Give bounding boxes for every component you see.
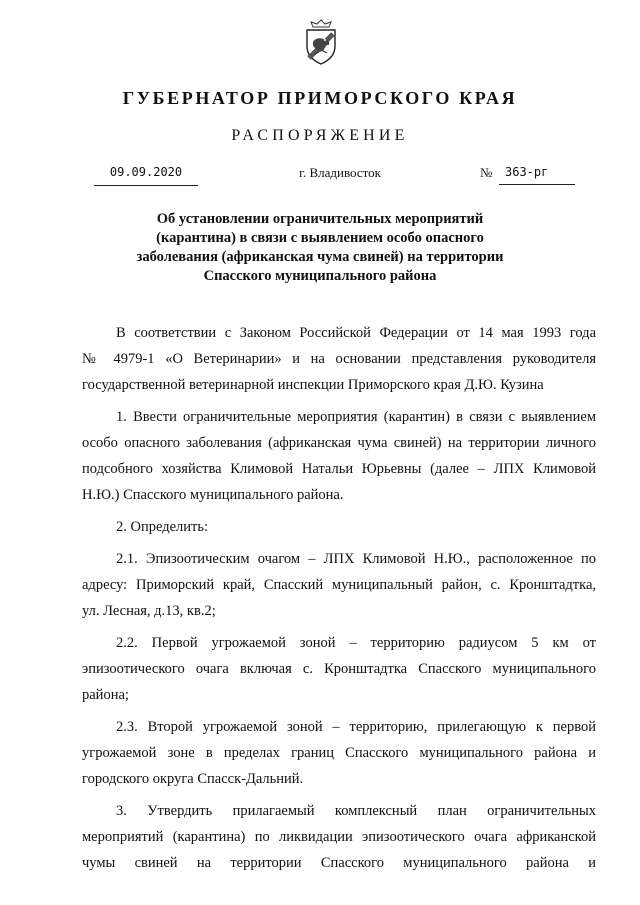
paragraph-item-1 [82, 404, 596, 508]
paragraph-item-2-2 [82, 630, 596, 708]
subject-line: заболевания (африканская чума свиней) на территории [136, 249, 504, 265]
document-body [82, 320, 596, 876]
subject-line: Об установлении ограничительных мероприятий [156, 211, 484, 227]
paragraph-preamble [82, 320, 596, 398]
text-line: подсобного хозяйства Климовой Натальи Юрьевны (далее – ЛПХ Климовой [82, 461, 596, 477]
text-line: 3. Утвердить прилагаемый комплексный план ограничительных [116, 803, 596, 819]
text-line: особо опасного заболевания (африканская чума свиней) на территории личного [82, 435, 596, 451]
text-line: В соответствии с Законом Российской Федерации от 14 мая 1993 года [116, 325, 596, 341]
document-number: 363-рг [499, 165, 575, 185]
text-line: 2.3. Второй угрожаемой зоной – территорию, прилегающую к первой [116, 719, 596, 735]
text-line: адресу: Приморский край, Спасский муниципальный район, с. Кронштадтка, [82, 577, 596, 593]
text-line: государственной ветеринарной инспекции Приморского края Д.Ю. Кузина [82, 377, 544, 393]
subject-line: (карантина) в связи с выявлением особо опасного [156, 230, 484, 246]
text-line: городского округа Спасск-Дальний. [82, 771, 304, 787]
text-line: 2. Определить: [116, 519, 209, 535]
authority-title: ГУБЕРНАТОР ПРИМОРСКОГО КРАЯ [122, 88, 518, 108]
paragraph-item-2-1 [82, 546, 596, 624]
text-line: чумы свиней на территории Спасского муниципального района и [82, 855, 596, 871]
text-line: 1. Ввести ограничительные мероприятия (карантин) в связи с выявлением [116, 409, 596, 425]
document-city: г. Владивосток [299, 165, 381, 180]
text-line: эпизоотического очага включая с. Кронштадтка Спасского муниципального [82, 661, 596, 677]
paragraph-item-2 [82, 514, 596, 540]
text-line: Н.Ю.) Спасского муниципального района. [82, 487, 344, 503]
text-line: 2.1. Эпизоотическим очагом – ЛПХ Климовой Н.Ю., расположенное по [116, 551, 596, 567]
text-line: 2.2. Первой угрожаемой зоной – территорию радиусом 5 км от [116, 635, 596, 651]
document-date: 09.09.2020 [94, 165, 198, 186]
document-subject [130, 210, 510, 286]
text-line: района; [82, 687, 129, 703]
text-line: угрожаемой зоне в пределах границ Спасского муниципального района и [82, 745, 596, 761]
text-line: мероприятий (карантина) по ликвидации эпизоотического очага африканской [82, 829, 596, 845]
paragraph-item-2-3 [82, 714, 596, 792]
text-line: ул. Лесная, д.13, кв.2; [82, 603, 216, 619]
document-type: РАСПОРЯЖЕНИЕ [231, 127, 409, 144]
text-line: № 4979-1 «О Ветеринарии» и на основании представления руководителя [82, 351, 596, 367]
number-label: № [480, 165, 493, 180]
paragraph-item-3 [82, 798, 596, 876]
coat-of-arms-icon [301, 18, 341, 66]
subject-line: Спасского муниципального района [203, 268, 437, 284]
